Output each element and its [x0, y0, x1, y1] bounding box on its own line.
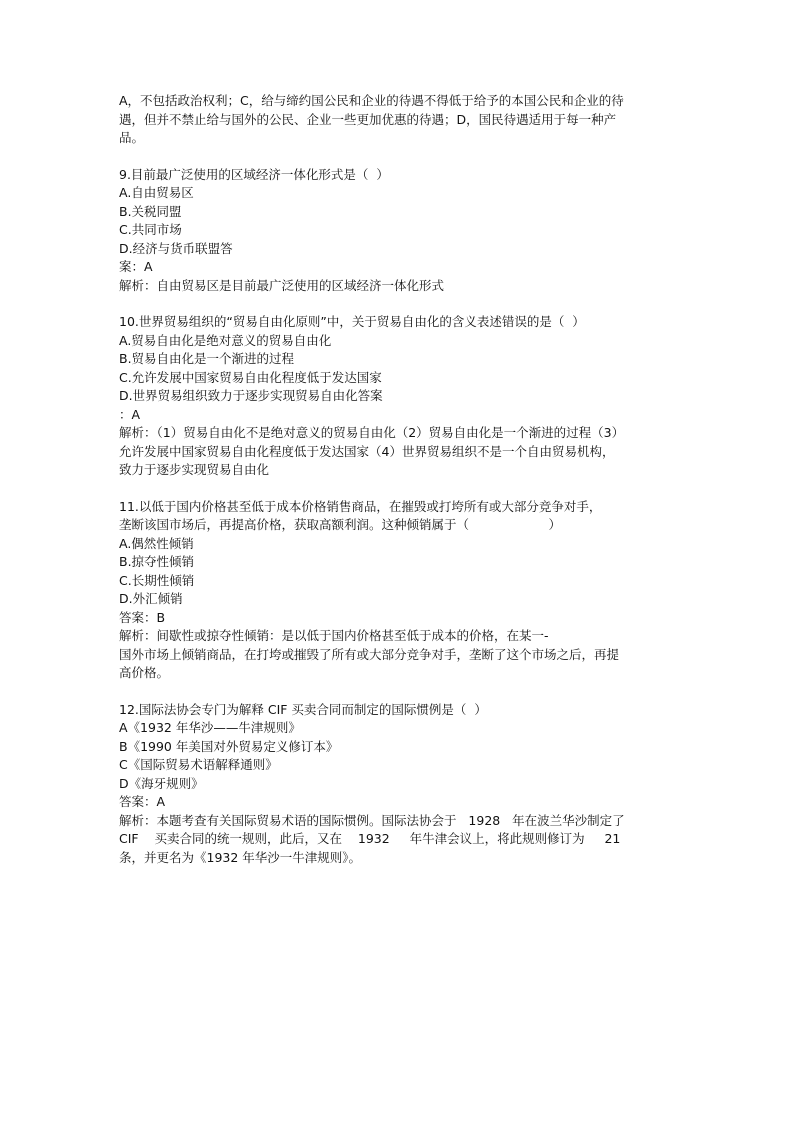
- explanation-line: 国外市场上倾销商品，在打垮或摧毁了所有或大部分竞争对手，垄断了这个市场之后，再提: [119, 646, 620, 662]
- option-c: C.共同市场: [119, 222, 182, 237]
- option-b: B.贸易自由化是一个渐进的过程: [119, 351, 295, 366]
- answer-line: 答案：A: [119, 794, 166, 809]
- explanation-line: 解析：间歇性或掠夺性倾销：是以低于国内价格甚至低于成本的价格，在某一-: [119, 628, 549, 643]
- option-a: A.贸易自由化是绝对意义的贸易自由化: [119, 332, 332, 348]
- question-stem: 9.目前最广泛使用的区域经济一体化形式是（ ）: [119, 166, 389, 182]
- option-a: A.偶然性倾销: [119, 535, 194, 551]
- document-page: [119, 92, 681, 885]
- explanation-line: 条，并更名为《1932 年华沙一牛津规则》。: [119, 849, 362, 865]
- text-block-answer-8-explanation: [119, 92, 681, 148]
- option-c: C《国际贸易术语解释通则》: [119, 757, 278, 772]
- option-d: D《海牙规则》: [119, 775, 204, 791]
- explanation-line: 解析：（1）贸易自由化不是绝对意义的贸易自由化（2）贸易自由化是一个渐进的过程（3）: [119, 425, 625, 440]
- option-c: C.长期性倾销: [119, 572, 195, 588]
- option-b: B《1990 年美国对外贸易定义修订本》: [119, 738, 339, 754]
- option-b: B.关税同盟: [119, 203, 182, 219]
- explanation-line: 致力于逐步实现贸易自由化: [119, 462, 270, 477]
- option-c: C.允许发展中国家贸易自由化程度低于发达国家: [119, 369, 382, 385]
- option-d: D.世界贸易组织致力于逐步实现贸易自由化答案: [119, 388, 383, 403]
- option-d: D.经济与货币联盟答: [119, 240, 233, 256]
- question-11: [119, 498, 681, 683]
- question-12: [119, 701, 681, 868]
- text-line: 品。: [119, 130, 145, 145]
- question-stem: 垄断该国市场后，再提高价格，获取高额利润。这种倾销属于（ ）: [119, 517, 561, 532]
- answer-line: 答案：B: [119, 609, 166, 625]
- option-a: A《1932 年华沙——牛津规则》: [119, 720, 301, 735]
- explanation-line: 解析：本题考查有关国际贸易术语的国际惯例。国际法协会于 1928 年在波兰华沙制定了: [119, 812, 625, 828]
- option-b: B.掠夺性倾销: [119, 554, 195, 569]
- question-10: [119, 313, 681, 480]
- option-d: D.外汇倾销: [119, 591, 183, 606]
- question-stem: 10.世界贸易组织的“贸易自由化原则”中，关于贸易自由化的含义表述错误的是（ ）: [119, 314, 585, 329]
- explanation-line: 允许发展中国家贸易自由化程度低于发达国家（4）世界贸易组织不是一个自由贸易机构，: [119, 443, 615, 459]
- question-stem: 12.国际法协会专门为解释 CIF 买卖合同而制定的国际惯例是（ ）: [119, 701, 487, 717]
- answer-line: ：A: [119, 406, 141, 422]
- explanation-line: 高价格。: [119, 665, 170, 680]
- text-line: A，不包括政治权利；C，给与缔约国公民和企业的待遇不得低于给予的本国公民和企业的待: [119, 93, 624, 108]
- option-a: A.自由贸易区: [119, 185, 194, 200]
- text-line: 遇，但并不禁止给与国外的公民、企业一些更加优惠的待遇；D，国民待遇适用于每一种产: [119, 111, 617, 127]
- question-9: [119, 166, 681, 296]
- explanation-line: 解析：自由贸易区是目前最广泛使用的区域经济一体化形式: [119, 277, 445, 293]
- question-stem: 11.以低于国内价格甚至低于成本价格销售商品，在摧毁或打垮所有或大部分竞争对手，: [119, 498, 602, 514]
- explanation-line: CIF 买卖合同的统一规则，此后，又在 1932 年牛津会议上，将此规则修订为 21: [119, 831, 621, 846]
- answer-line: 案：A: [119, 259, 153, 274]
